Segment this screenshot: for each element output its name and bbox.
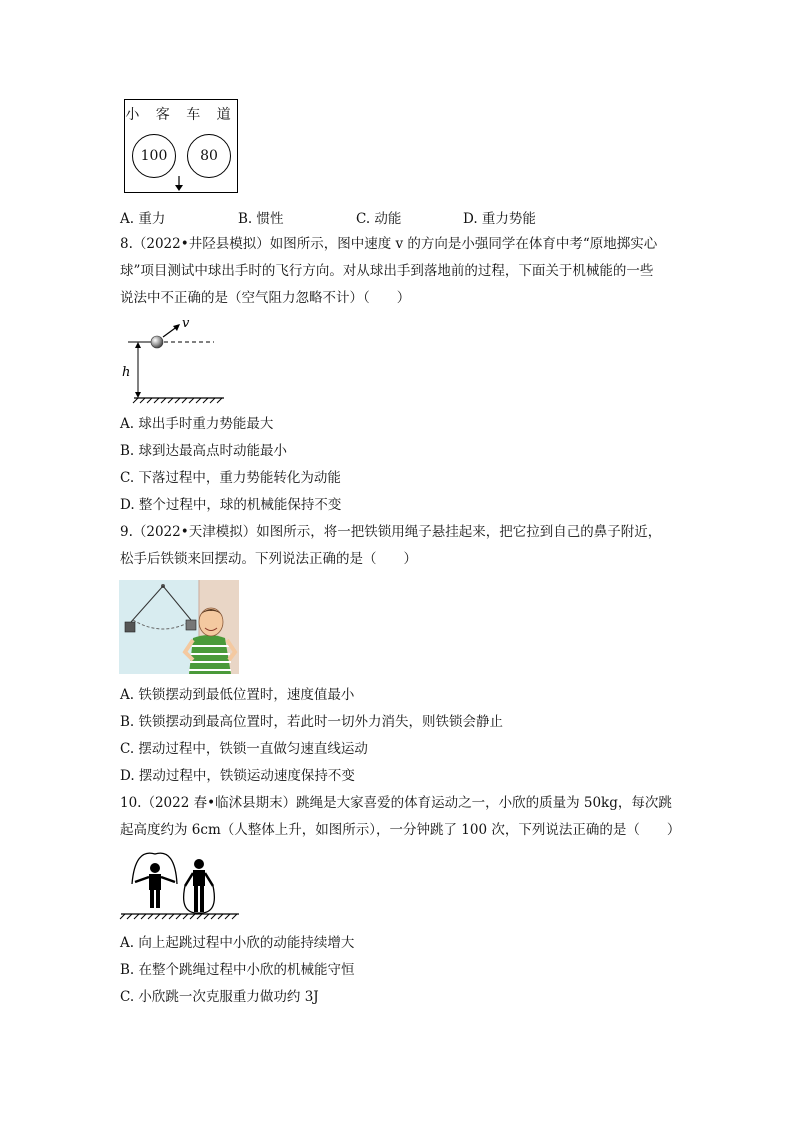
q8-option-d[interactable]: D. 整个过程中，球的机械能保持不变: [120, 497, 342, 513]
q8-text-line3: 说法中不正确的是（空气阻力忽略不计）（ ）: [120, 290, 411, 306]
q9-option-b[interactable]: B. 铁锁摆动到最高位置时，若此时一切外力消失，则铁锁会静止: [120, 714, 504, 730]
height-label: h: [122, 365, 131, 380]
q9-option-c[interactable]: C. 摆动过程中，铁锁一直做匀速直线运动: [120, 741, 368, 757]
q9-text-line1: 9.（2022•天津模拟）如图所示，将一把铁锁用绳子悬挂起来，把它拉到自己的鼻子附近，: [120, 524, 662, 540]
q9-option-d[interactable]: D. 摆动过程中，铁锁运动速度保持不变: [120, 768, 355, 784]
pendulum-lock-figure: [119, 580, 239, 674]
down-arrow-icon: [173, 176, 185, 192]
q8-option-a[interactable]: A. 球出手时重力势能最大: [120, 416, 274, 432]
lane-sign-figure: [124, 99, 238, 193]
q10-text-line2: 起高度约为 6cm（人整体上升，如图所示），一分钟跳了 100 次，下列说法正确的是（ ）: [120, 822, 681, 838]
speed-limit-100: [132, 134, 176, 178]
q8-text-line2: 球”项目测试中球出手时的飞行方向。对从球出手到落地前的过程，下面关于机械能的一些: [120, 263, 654, 279]
sign-title: 小 客 车 道: [125, 107, 237, 123]
speed-limit-100-label: 100: [140, 148, 168, 164]
q7-option-c[interactable]: C. 动能: [356, 211, 402, 227]
q7-option-a[interactable]: A. 重力: [120, 211, 166, 227]
speed-limit-80: [187, 134, 231, 178]
jump-rope-figure: [119, 852, 241, 922]
q10-option-b[interactable]: B. 在整个跳绳过程中小欣的机械能守恒: [120, 962, 355, 978]
velocity-label: v: [182, 316, 190, 331]
q9-text-line2: 松手后铁锁来回摆动。下列说法正确的是（ ）: [120, 551, 417, 567]
q9-option-a[interactable]: A. 铁锁摆动到最低位置时，速度值最小: [120, 687, 355, 703]
q8-text-line1: 8.（2022•井陉县模拟）如图所示，图中速度 v 的方向是小强同学在体育中考“原地掷实心: [120, 236, 658, 252]
speed-limit-80-label: 80: [200, 148, 218, 164]
q7-option-b[interactable]: B. 惯性: [238, 211, 284, 227]
q8-option-b[interactable]: B. 球到达最高点时动能最小: [120, 443, 288, 459]
ball-throw-figure: [118, 314, 228, 406]
q7-option-d[interactable]: D. 重力势能: [463, 211, 536, 227]
q10-option-c[interactable]: C. 小欣跳一次克服重力做功约 3J: [120, 989, 319, 1005]
q10-option-a[interactable]: A. 向上起跳过程中小欣的动能持续增大: [120, 935, 355, 951]
q7-options: [120, 207, 680, 227]
q8-option-c[interactable]: C. 下落过程中，重力势能转化为动能: [120, 470, 341, 486]
q10-text-line1: 10.（2022 春•临沭县期末）跳绳是大家喜爱的体育运动之一，小欣的质量为 50kg，每次跳: [120, 795, 672, 811]
